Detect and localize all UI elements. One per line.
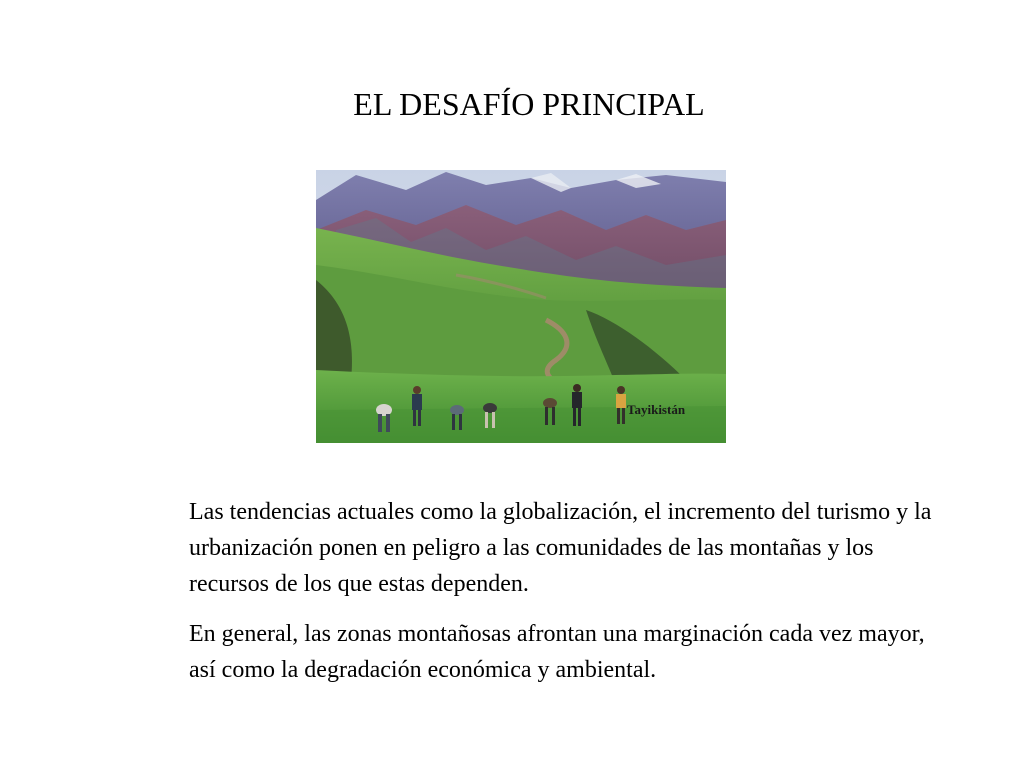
photo-caption: Tayikistán: [627, 402, 686, 417]
paragraph-1: Las tendencias actuales como la globalización, el incremento del turismo y la urbanización ponen en peligro a las comunidades de las montañas y los recursos de los que estas dependen.: [189, 499, 932, 597]
slide-title: EL DESAFÍO PRINCIPAL: [353, 86, 705, 122]
body-text: [189, 494, 949, 702]
paragraph-2: En general, las zonas montañosas afrontan una marginación cada vez mayor, así como la degradación económica y ambiental.: [189, 621, 925, 683]
mountain-photo: [316, 170, 726, 443]
